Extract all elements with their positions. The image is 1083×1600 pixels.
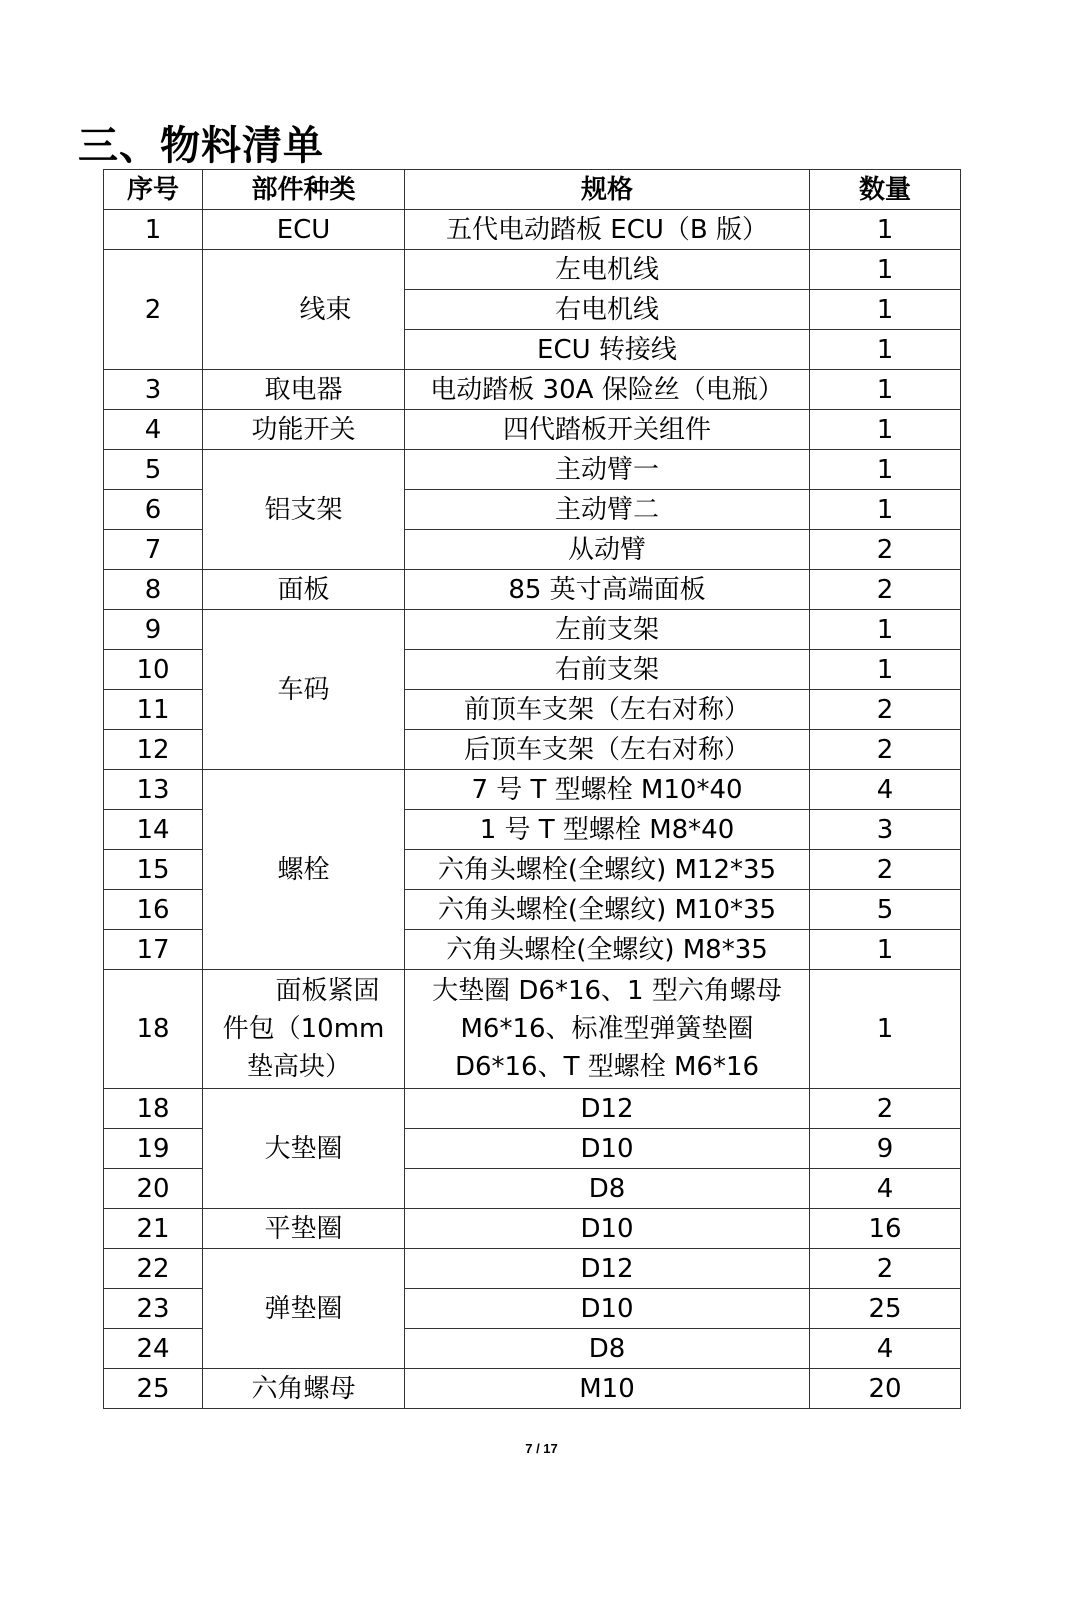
cell-index: 11 bbox=[104, 690, 203, 730]
cell-quantity: 9 bbox=[810, 1129, 961, 1169]
cell-spec: D10 bbox=[405, 1289, 810, 1329]
cell-index: 15 bbox=[104, 850, 203, 890]
header-spec: 规格 bbox=[405, 170, 810, 210]
cell-spec: 电动踏板 30A 保险丝（电瓶） bbox=[405, 370, 810, 410]
cell-category: 螺栓 bbox=[203, 770, 405, 970]
cell-spec: 左电机线 bbox=[405, 250, 810, 290]
cell-spec: 六角头螺栓(全螺纹) M12*35 bbox=[405, 850, 810, 890]
cell-index: 18 bbox=[104, 970, 203, 1089]
cell-quantity: 1 bbox=[810, 370, 961, 410]
cell-index: 22 bbox=[104, 1249, 203, 1289]
cell-quantity: 16 bbox=[810, 1209, 961, 1249]
cell-spec: D10 bbox=[405, 1129, 810, 1169]
cell-quantity: 1 bbox=[810, 970, 961, 1089]
cell-spec: D12 bbox=[405, 1249, 810, 1289]
table-header-row bbox=[104, 170, 961, 210]
cell-spec bbox=[405, 970, 810, 1089]
cell-index: 17 bbox=[104, 930, 203, 970]
table-row bbox=[104, 970, 961, 1089]
cell-spec: 1 号 T 型螺栓 M8*40 bbox=[405, 810, 810, 850]
cell-index: 19 bbox=[104, 1129, 203, 1169]
cell-category: 大垫圈 bbox=[203, 1089, 405, 1209]
bill-of-materials-table bbox=[103, 169, 961, 1409]
cell-category: 铝支架 bbox=[203, 450, 405, 570]
cell-spec: 7 号 T 型螺栓 M10*40 bbox=[405, 770, 810, 810]
cell-index: 4 bbox=[104, 410, 203, 450]
cell-index: 8 bbox=[104, 570, 203, 610]
cell-spec: 右前支架 bbox=[405, 650, 810, 690]
cell-quantity: 2 bbox=[810, 850, 961, 890]
table-row bbox=[104, 570, 961, 610]
cell-spec: 前顶车支架（左右对称） bbox=[405, 690, 810, 730]
cell-spec: 从动臂 bbox=[405, 530, 810, 570]
cell-quantity: 1 bbox=[810, 490, 961, 530]
cell-quantity: 1 bbox=[810, 930, 961, 970]
spec-line: 大垫圈 D6*16、1 型六角螺母 bbox=[432, 976, 782, 1006]
cell-index: 20 bbox=[104, 1169, 203, 1209]
cell-index: 14 bbox=[104, 810, 203, 850]
cell-index: 10 bbox=[104, 650, 203, 690]
cell-index: 24 bbox=[104, 1329, 203, 1369]
cell-spec: 六角头螺栓(全螺纹) M8*35 bbox=[405, 930, 810, 970]
cell-spec: ECU 转接线 bbox=[405, 330, 810, 370]
category-line: 垫高块） bbox=[247, 1052, 352, 1082]
cell-quantity: 25 bbox=[810, 1289, 961, 1329]
cell-index: 13 bbox=[104, 770, 203, 810]
cell-quantity: 1 bbox=[810, 410, 961, 450]
cell-quantity: 1 bbox=[810, 610, 961, 650]
cell-quantity: 2 bbox=[810, 1089, 961, 1129]
cell-category bbox=[203, 970, 405, 1089]
cell-index: 9 bbox=[104, 610, 203, 650]
header-quantity: 数量 bbox=[810, 170, 961, 210]
table-row bbox=[104, 370, 961, 410]
table-row bbox=[104, 1089, 961, 1129]
cell-spec: 四代踏板开关组件 bbox=[405, 410, 810, 450]
cell-index: 2 bbox=[104, 250, 203, 370]
cell-quantity: 1 bbox=[810, 250, 961, 290]
spec-line: M6*16、标准型弹簧垫圈 bbox=[460, 1014, 754, 1044]
cell-index: 7 bbox=[104, 530, 203, 570]
header-index: 序号 bbox=[104, 170, 203, 210]
table-row bbox=[104, 1369, 961, 1409]
cell-quantity: 1 bbox=[810, 650, 961, 690]
cell-spec: 85 英寸高端面板 bbox=[405, 570, 810, 610]
cell-index: 3 bbox=[104, 370, 203, 410]
spec-line: D6*16、T 型螺栓 M6*16 bbox=[454, 1052, 760, 1082]
cell-index: 18 bbox=[104, 1089, 203, 1129]
table-row bbox=[104, 1249, 961, 1289]
cell-quantity: 4 bbox=[810, 1329, 961, 1369]
cell-spec: 右电机线 bbox=[405, 290, 810, 330]
cell-index: 5 bbox=[104, 450, 203, 490]
cell-quantity: 1 bbox=[810, 210, 961, 250]
table-row bbox=[104, 210, 961, 250]
cell-spec: D10 bbox=[405, 1209, 810, 1249]
table-row bbox=[104, 770, 961, 810]
cell-quantity: 2 bbox=[810, 530, 961, 570]
cell-index: 21 bbox=[104, 1209, 203, 1249]
page-number: 7 / 17 bbox=[525, 1441, 558, 1456]
cell-spec: 六角头螺栓(全螺纹) M10*35 bbox=[405, 890, 810, 930]
cell-spec: 主动臂二 bbox=[405, 490, 810, 530]
category-line: 件包（10mm bbox=[222, 1014, 385, 1044]
table-row bbox=[104, 250, 961, 290]
cell-quantity: 4 bbox=[810, 1169, 961, 1209]
cell-category: 功能开关 bbox=[203, 410, 405, 450]
table-row bbox=[104, 450, 961, 490]
cell-index: 16 bbox=[104, 890, 203, 930]
table-row bbox=[104, 1209, 961, 1249]
cell-spec: D12 bbox=[405, 1089, 810, 1129]
cell-spec: 主动臂一 bbox=[405, 450, 810, 490]
cell-quantity: 20 bbox=[810, 1369, 961, 1409]
cell-index: 12 bbox=[104, 730, 203, 770]
section-title: 三、物料清单 bbox=[78, 123, 324, 169]
cell-quantity: 2 bbox=[810, 690, 961, 730]
cell-quantity: 1 bbox=[810, 290, 961, 330]
cell-quantity: 2 bbox=[810, 570, 961, 610]
cell-spec: D8 bbox=[405, 1169, 810, 1209]
cell-category: 线束 bbox=[203, 250, 405, 370]
cell-quantity: 1 bbox=[810, 330, 961, 370]
cell-quantity: 4 bbox=[810, 770, 961, 810]
table-row bbox=[104, 410, 961, 450]
cell-category: ECU bbox=[203, 210, 405, 250]
cell-quantity: 1 bbox=[810, 450, 961, 490]
cell-index: 23 bbox=[104, 1289, 203, 1329]
cell-category: 面板 bbox=[203, 570, 405, 610]
table-row bbox=[104, 610, 961, 650]
cell-category: 车码 bbox=[203, 610, 405, 770]
cell-category: 弹垫圈 bbox=[203, 1249, 405, 1369]
cell-quantity: 3 bbox=[810, 810, 961, 850]
cell-index: 25 bbox=[104, 1369, 203, 1409]
cell-index: 6 bbox=[104, 490, 203, 530]
cell-quantity: 2 bbox=[810, 1249, 961, 1289]
cell-category: 平垫圈 bbox=[203, 1209, 405, 1249]
cell-spec: 左前支架 bbox=[405, 610, 810, 650]
cell-category: 六角螺母 bbox=[203, 1369, 405, 1409]
cell-spec: M10 bbox=[405, 1369, 810, 1409]
cell-spec: 五代电动踏板 ECU（B 版） bbox=[405, 210, 810, 250]
category-line: 面板紧固 bbox=[275, 976, 380, 1006]
cell-index: 1 bbox=[104, 210, 203, 250]
cell-quantity: 2 bbox=[810, 730, 961, 770]
cell-spec: 后顶车支架（左右对称） bbox=[405, 730, 810, 770]
header-category: 部件种类 bbox=[203, 170, 405, 210]
cell-quantity: 5 bbox=[810, 890, 961, 930]
cell-category: 取电器 bbox=[203, 370, 405, 410]
cell-spec: D8 bbox=[405, 1329, 810, 1369]
